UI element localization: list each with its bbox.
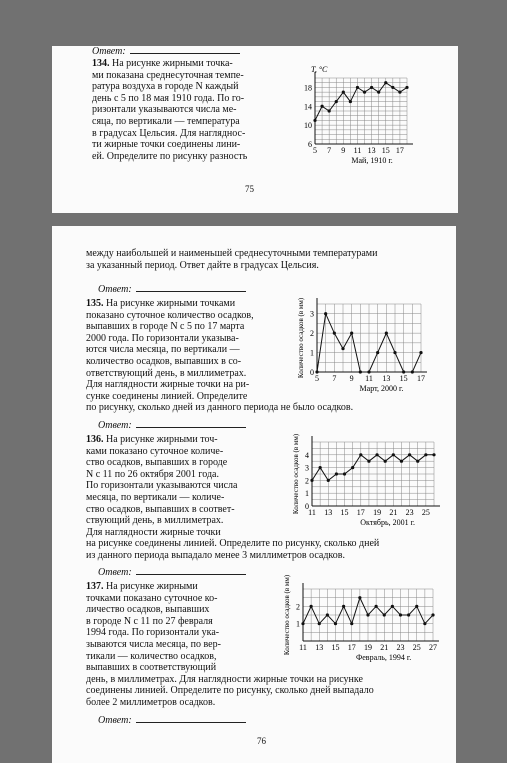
chart-caption: Октябрь, 2001 г. — [360, 518, 416, 527]
data-point — [375, 453, 378, 456]
x-tick-label: 11 — [353, 146, 362, 155]
x-tick-label: 5 — [313, 146, 317, 155]
data-point — [402, 370, 405, 373]
answer-line-135: Ответ: — [98, 419, 246, 431]
data-point — [408, 453, 411, 456]
data-point — [333, 332, 336, 335]
x-tick-label: 7 — [327, 146, 332, 155]
data-point — [375, 605, 378, 608]
answer-line-133: Ответ: — [92, 46, 240, 57]
data-point — [391, 86, 394, 89]
data-point — [351, 466, 354, 469]
precipitation-chart-march-2000 — [287, 297, 432, 400]
x-tick-label: 11 — [299, 643, 307, 652]
y-tick-label: 10 — [304, 121, 312, 131]
x-tick-label: 25 — [421, 508, 430, 517]
data-point — [376, 351, 379, 354]
data-point — [377, 91, 380, 94]
y-tick-label: 2 — [310, 329, 314, 339]
page-number-75: 75 — [245, 184, 254, 194]
temperature-chart-may-1910 — [277, 64, 417, 179]
x-tick-label: 13 — [315, 643, 324, 652]
y-tick-label: 1 — [310, 348, 314, 358]
x-tick-label: 17 — [347, 643, 356, 652]
x-tick-label: 17 — [417, 374, 425, 383]
data-point — [334, 622, 337, 625]
x-tick-label: 15 — [331, 643, 340, 652]
data-point — [411, 370, 414, 373]
x-tick-label: 7 — [332, 374, 337, 383]
y-axis-label: Количество осадков (в мм) — [292, 433, 300, 515]
page-number-76: 76 — [257, 736, 266, 746]
data-point — [320, 105, 323, 108]
x-tick-label: 15 — [381, 146, 390, 155]
data-point — [342, 91, 345, 94]
page-76 — [52, 226, 456, 763]
y-tick-label: 6 — [308, 140, 312, 149]
x-tick-label: 17 — [395, 146, 404, 155]
data-point — [310, 479, 313, 482]
y-axis-label: T, °C — [311, 65, 328, 74]
data-point — [319, 466, 322, 469]
x-tick-label: 15 — [399, 374, 408, 383]
x-tick-label: 13 — [324, 508, 333, 517]
data-point — [370, 86, 373, 89]
x-tick-label: 19 — [364, 643, 372, 652]
chart-caption: Февраль, 1994 г. — [355, 653, 412, 662]
y-axis-label: Количество осадков (в мм) — [297, 297, 305, 379]
data-point — [341, 347, 344, 350]
data-point — [342, 605, 345, 608]
data-point — [384, 81, 387, 84]
data-point — [313, 119, 316, 122]
answer-line-137: Ответ: — [98, 714, 246, 726]
x-tick-label: 25 — [412, 643, 421, 652]
x-tick-label: 13 — [382, 374, 391, 383]
data-point — [315, 370, 318, 373]
y-axis-label: Количество осадков (в мм) — [283, 574, 291, 656]
y-tick-label: 3 — [310, 309, 314, 319]
y-tick-label: 4 — [305, 450, 309, 460]
data-point — [398, 91, 401, 94]
data-point — [343, 472, 346, 475]
data-point — [367, 460, 370, 463]
data-point — [367, 370, 370, 373]
x-tick-label: 23 — [405, 508, 414, 517]
y-tick-label: 1 — [296, 619, 300, 629]
data-point — [385, 332, 388, 335]
page-75 — [52, 46, 458, 213]
data-point — [350, 332, 353, 335]
x-tick-label: 5 — [315, 374, 319, 383]
data-point — [400, 460, 403, 463]
data-point — [415, 605, 418, 608]
data-point — [359, 453, 362, 456]
data-point — [335, 100, 338, 103]
data-point — [328, 109, 331, 112]
x-tick-label: 13 — [367, 146, 376, 155]
answer-line-136: Ответ: — [98, 566, 246, 578]
x-tick-label: 21 — [389, 508, 398, 517]
data-point — [335, 472, 338, 475]
y-tick-label: 3 — [305, 463, 309, 473]
data-point — [384, 460, 387, 463]
data-point — [392, 453, 395, 456]
problem-134-continuation: между наибольшей и наименьшей среднесуточными температурами за указанный период. Ответ дайте в градусах Цельсия. — [86, 248, 378, 271]
data-point — [407, 613, 410, 616]
data-point — [310, 605, 313, 608]
data-point — [432, 453, 435, 456]
answer-line-134: Ответ: — [98, 283, 246, 295]
x-tick-label: 21 — [380, 643, 389, 652]
data-point — [393, 351, 396, 354]
data-point — [416, 460, 419, 463]
data-point — [405, 86, 408, 89]
y-tick-label: 18 — [304, 83, 312, 93]
data-point — [399, 613, 402, 616]
data-point — [349, 100, 352, 103]
data-point — [358, 596, 361, 599]
x-tick-label: 23 — [396, 643, 405, 652]
x-tick-label: 9 — [341, 146, 346, 155]
y-tick-label: 0 — [305, 502, 309, 511]
data-point — [383, 613, 386, 616]
x-tick-label: 11 — [308, 508, 316, 517]
problem-137-text: 137. На рисунке жирными точками показано суточное ко- личество осадков, выпавших в городе N с 11 по 27 февраля 1994 года. По горизонтали ука- зываются числа месяца, по вер- тикали — количество осадков, выпавших в соответствующий день, в миллиметрах. Для наглядности жирные точки на рисунке соединены линией. Определите по рисунку, сколько дней выпадало более 2 миллиметров осадков. — [86, 581, 374, 708]
x-tick-label: 15 — [340, 508, 349, 517]
x-tick-label: 11 — [365, 374, 373, 383]
data-point — [419, 351, 422, 354]
data-point — [391, 605, 394, 608]
y-tick-label: 1 — [305, 489, 309, 499]
data-point — [356, 86, 359, 89]
x-tick-label: 27 — [429, 643, 437, 652]
y-tick-label: 2 — [305, 476, 309, 486]
data-point — [324, 312, 327, 315]
chart-caption: Март, 2000 г. — [359, 384, 404, 393]
y-tick-label: 2 — [296, 602, 300, 612]
data-point — [326, 613, 329, 616]
problem-135-text: 135. На рисунке жирными точками показано суточное количество осадков, выпавших в городе N с 5 по 17 марта 2000 года. По горизонтали указыва- ются числа месяца, по вертикали — количество осадков, выпавших в со- ответствующий день, в миллиметрах. Для наглядности жирные точки на ри- сунке соединены линией. Определите по рисунку, сколько дней из данного периода не было осадков. — [86, 298, 354, 414]
y-tick-label: 14 — [304, 102, 312, 112]
data-point — [423, 622, 426, 625]
precipitation-chart-february-1994 — [267, 574, 442, 673]
problem-136-text: 136. На рисунке жирными точ- ками показано суточное количе- ство осадков, выпавших в городе N с 11 по 26 октября 2001 года. По горизонтали указываются числа месяца, по вертикали — количе- ство осадков, выпавших в соответ- ствующий день, в миллиметрах. Для наглядности жирные точки на рисунке соединены линией. Определите по рисунку, сколько дней из данного периода выпадало менее 3 миллиметров осадков. — [86, 434, 380, 561]
data-point — [424, 453, 427, 456]
precipitation-chart-october-2001 — [282, 433, 442, 536]
x-tick-label: 9 — [349, 374, 354, 383]
data-point — [327, 479, 330, 482]
data-point — [350, 622, 353, 625]
data-point — [301, 622, 304, 625]
problem-134-text: 134. На рисунке жирными точка- ми показана среднесуточная темпе- ратура воздуха в городе N каждый день с 5 по 18 мая 1910 года. По го- ризонтали указываются числа ме- сяца, по вертикали — температура в градусах Цельсия. Для нагляднос- ти жирные точки соединены лини- ей. Определите по рисунку разность — [92, 58, 248, 162]
chart-caption: Май, 1910 г. — [351, 156, 393, 165]
data-point — [366, 613, 369, 616]
data-point — [318, 622, 321, 625]
x-tick-label: 17 — [356, 508, 365, 517]
y-tick-label: 0 — [310, 368, 314, 377]
data-point — [359, 370, 362, 373]
data-point — [363, 91, 366, 94]
data-point — [431, 613, 434, 616]
x-tick-label: 19 — [373, 508, 382, 517]
